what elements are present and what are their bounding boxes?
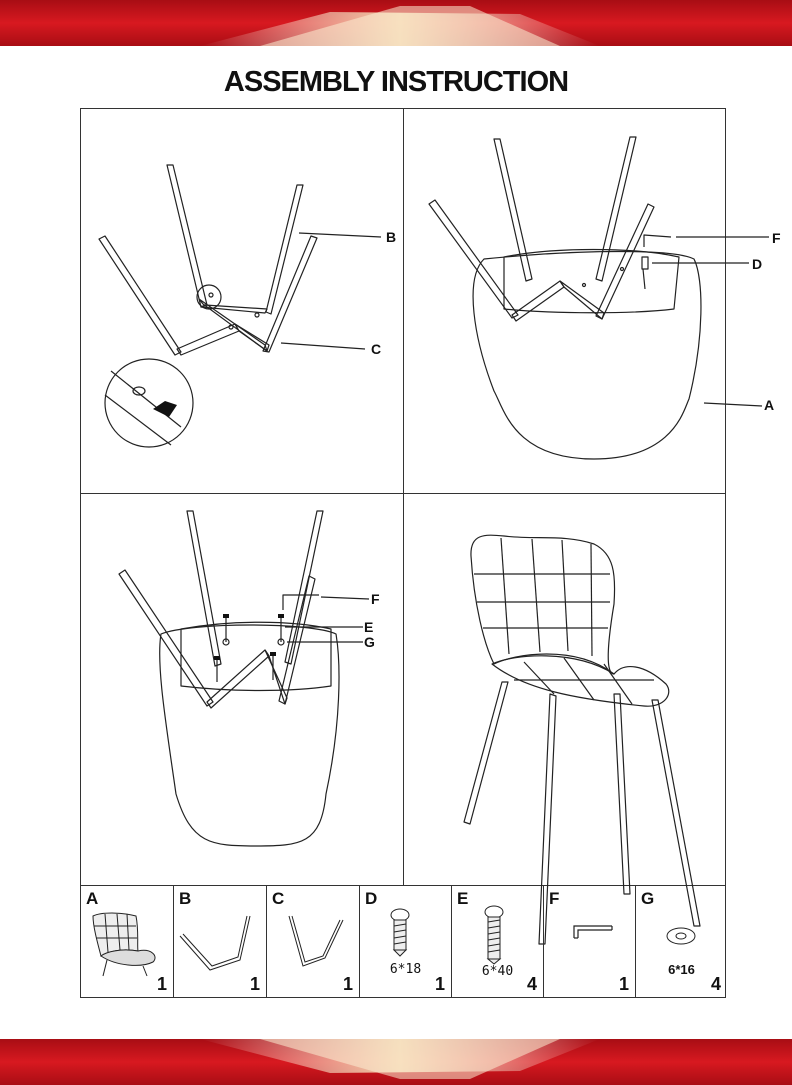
step-3-panel: [81, 494, 404, 886]
part-size: 6*40: [481, 964, 514, 979]
callout-g: G: [364, 634, 375, 650]
part-letter: C: [272, 889, 285, 908]
part-c: [267, 886, 360, 997]
step-4-panel: [404, 494, 726, 886]
part-letter: D: [365, 889, 378, 908]
callout-b: B: [386, 229, 397, 245]
part-letter: A: [86, 889, 99, 908]
callout-c: C: [371, 341, 382, 357]
part-letter: E: [457, 889, 469, 908]
step-3-illustration: [81, 494, 404, 886]
parts-list: [80, 886, 726, 998]
part-a: [81, 886, 174, 997]
part-d: [360, 886, 452, 997]
step-4-illustration: [404, 494, 726, 886]
callout-d: D: [752, 256, 763, 272]
step-1-panel: [81, 109, 404, 494]
seat-shape: [473, 252, 701, 460]
callout-a: A: [764, 397, 775, 413]
assembly-steps-grid: [80, 108, 781, 886]
arrow-icon: [153, 401, 177, 417]
leg-line: [167, 165, 207, 307]
part-quantity: 1: [156, 974, 167, 994]
part-quantity: 4: [526, 974, 537, 994]
part-quantity: 1: [342, 974, 353, 994]
callout-f: F: [371, 591, 380, 607]
part-b: [174, 886, 267, 997]
part-quantity: 1: [249, 974, 260, 994]
callout-e: E: [364, 619, 374, 635]
part-quantity: 1: [618, 974, 629, 994]
part-quantity: 4: [710, 974, 721, 994]
bottom-banner: [0, 1039, 792, 1085]
top-banner: [0, 0, 792, 46]
part-size: 6*18: [389, 962, 422, 977]
part-e: [452, 886, 544, 997]
leg-line: [266, 185, 303, 314]
part-letter: F: [549, 889, 560, 908]
part-quantity: 1: [434, 974, 445, 994]
step-2-illustration: [404, 109, 726, 494]
backrest-shape: [471, 535, 615, 674]
part-letter: B: [179, 889, 192, 908]
seat-shape: [160, 625, 339, 846]
part-size: 6*16: [668, 962, 695, 977]
part-f: [544, 886, 636, 997]
callout-f: F: [772, 230, 781, 246]
part-letter: G: [641, 889, 655, 908]
step-2-panel: [404, 109, 781, 494]
part-g: [636, 886, 727, 997]
step-1-illustration: [81, 109, 404, 494]
document-title: ASSEMBLY INSTRUCTION: [223, 66, 569, 98]
